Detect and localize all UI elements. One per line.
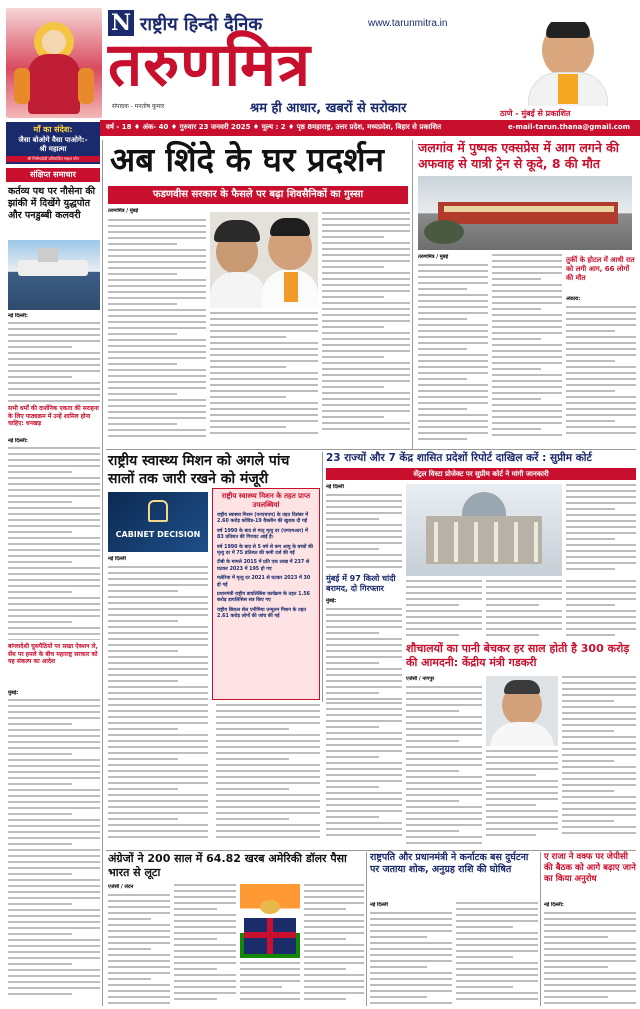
court-box-dateline: मुंबई:: [326, 598, 337, 604]
train-headline: जलगांव में पुष्पक एक्सप्रेस में आग लगने की अफवाह से यात्री ट्रेन से कूदे, 8 की मौत: [418, 140, 619, 171]
health-point: टीबी के मामले 2015 में प्रति एक लाख में 237 से घटकर 2023 में 195 हो गए: [217, 560, 310, 572]
thought-text: जैसा बोओगे वैसा पाओगे:-: [18, 136, 88, 144]
thought-label: माँ का संदेश:: [33, 125, 73, 134]
train-photo: [418, 176, 632, 250]
health-point: राष्ट्रीय सिकल सेल एनीमिया उन्मूलन मिशन के तहत 2.61 करोड़ लोगों की जांच की गई: [217, 607, 307, 620]
brief-title: कर्तव्य पथ पर नौसेना की झांकी में दिखेंगे युद्धपोत और पनडुब्बी कलवरी: [8, 186, 96, 221]
thought-author: श्री महात्मा: [39, 145, 67, 153]
bottom-rule-1: [366, 852, 367, 1006]
publication-regions: महाराष्ट्र, उत्तर प्रदेश, मध्यप्रदेश, बिहार से प्रकाशित: [312, 123, 442, 131]
health-box-points: [213, 513, 319, 621]
info-bar: [100, 120, 640, 136]
leader-photo: [528, 22, 608, 106]
brief-bottom-dateline: मुंबई:: [8, 690, 19, 696]
train-dateline: तरुणमित्र / मुंबई: [418, 254, 449, 260]
health-point: वर्ष 1990 के बाद से मातृ मृत्यु दर (एमएमआर) में 83 प्रतिशत की गिरावट आई है।: [217, 528, 308, 541]
health-photo: [108, 492, 208, 552]
brief-heading: संक्षिप्त समाचार: [6, 168, 100, 182]
edition-note: ठाणे - मुंबई से प्रकाशित: [500, 109, 571, 118]
issue-meta: वर्ष - 18 ♦ अंक- 40 ♦ गुरुवार 23 जनवरी 2025 ♦ मूल्य : 2 ♦ पृष्ठ 8: [106, 123, 313, 131]
goddess-image: [6, 8, 102, 118]
court-box-title: मुंबई में 97 किलो चांदी बरामद, दो गिरफ्तार: [326, 574, 396, 593]
lead-subheadline: फडणवीस सरकार के फैसले पर बढ़ा शिवसैनिकों का गुस्सा: [108, 186, 408, 204]
health-dateline: नई दिल्ली: [108, 556, 126, 562]
tagline-top: राष्ट्रीय हिन्दी दैनिक: [140, 14, 263, 35]
gadkari-dateline: एजेंसी / नागपुर: [406, 676, 435, 682]
health-point: वर्ष 1990 के बाद से 5 वर्ष से कम आयु के बच्चों की मृत्यु दर में 75 प्रतिशत की कमी दर्ज की गई: [217, 544, 313, 557]
bottom-rule-2: [540, 852, 541, 1006]
bottom-mid-headline: राष्ट्रपति और प्रधानमंत्री ने कर्नाटक बस दुर्घटना पर जताया शोक, अनुग्रह राशि की घोषित: [370, 852, 529, 875]
brief-bottom-title: बांग्लादेशी घुसपैठियों पर सख्त ऐक्शन ले, सेंध पर हमले के बीच महाराष्ट्र सरकार को यह संकल्प का आदेश: [8, 643, 98, 665]
health-rule: [322, 452, 323, 702]
court-headline: 23 राज्यों और 7 केंद्र शासित प्रदेशों रिपोर्ट दाखिल करें : सुप्रीम कोर्ट: [326, 452, 592, 464]
health-photo-caption: CABINET DECISION: [115, 530, 201, 539]
bottom-right-headline: ए राजा ने वक्फ पर जेपीसी की बैठक को आगे बढ़ाए जाने का किया अनुरोध: [544, 852, 636, 884]
brief-dateline: नई दिल्ली:: [8, 313, 28, 319]
court-strap: सेंट्रल विस्टा प्रोजेक्ट पर सुप्रीम कोर्ट ने मांगी जानकारी: [326, 468, 636, 480]
website[interactable]: www.tarunmitra.in: [368, 18, 448, 29]
editor-label: संपादक - मनतोष कुमार: [112, 103, 165, 110]
loot-photo: [240, 884, 300, 958]
ashoka-emblem-icon: [148, 500, 168, 522]
section-divider-1: [106, 449, 636, 450]
lead-dateline: तरुणमित्र / मुंबई: [108, 208, 139, 214]
supreme-court-photo: [406, 484, 562, 576]
section-divider-2: [106, 850, 636, 851]
lead-rule: [412, 140, 413, 450]
gadkari-photo: [486, 676, 558, 746]
health-point: राष्ट्रीय स्वास्थ्य मिशन (एनएचएम) के तहत दिसंबर में 2.60 करोड़ कोविड-19 वैक्सीन की खुराक दी गईं: [217, 513, 309, 525]
masthead: [0, 0, 640, 120]
train-side-dateline: अंकारा:: [566, 296, 581, 302]
health-box: [212, 488, 320, 700]
health-point: मलेरिया में मृत्यु दर 2021 से घटकर 2023 में 30 हो गई: [217, 576, 311, 588]
bottom-left-headline: अंग्रेजों ने 200 साल में 64.82 खरब अमेरिकी डॉलर पैसा भारत से लूटा: [108, 852, 347, 879]
train-side-title: तुर्की के होटल में आधी रात को लगी आग, 66 लोगों की मौत: [566, 256, 635, 282]
health-box-title: राष्ट्रीय स्वास्थ्य मिशन के तहत प्राप्त उपलब्धियां: [221, 492, 311, 509]
gadkari-headline: शौचालयों का पानी बेचकर हर साल होती है 300 करोड़ की आमदनी: केंद्रीय मंत्री गडकरी: [406, 642, 630, 669]
brief-sub-dateline: नई दिल्ली:: [8, 438, 28, 444]
lead-photo: [210, 212, 318, 308]
paper-name: तरुणमित्र: [108, 30, 311, 100]
health-headline: राष्ट्रीय स्वास्थ्य मिशन को अगले पांच सालों तक जारी रखने को मंजूरी: [108, 453, 290, 487]
left-column-rule: [102, 140, 103, 1006]
bottom-mid-dateline: नई दिल्ली: [370, 902, 388, 908]
thought-footer: श्री निर्मलादेवी प्रतिपादित सहज योग: [6, 156, 100, 162]
court-dateline: नई दिल्ली: [326, 484, 344, 490]
contact-email[interactable]: e-mail-tarun.thana@gmail.com: [508, 123, 631, 131]
brief-subtitle: सभी धर्मों की दार्शनिक एकता की सराहना के लिए पाठ्यक्रम में उन्हें शामिल होना चाहिए: धनखड़: [8, 405, 99, 427]
thought-box: [6, 122, 100, 164]
paper-logo: N: [108, 10, 134, 36]
navy-float-photo: [8, 240, 100, 310]
bottom-left-dateline: एजेंसी / लंदन: [108, 884, 134, 890]
motto: श्रम ही आधार, खबरों से सरोकार: [250, 101, 407, 116]
health-point: प्रधानमंत्री राष्ट्रीय डायलिसिस कार्यक्रम के तहत 1.56 करोड़ डायलिसिस सत्र किए गए: [217, 592, 311, 604]
lead-headline: अब शिंदे के घर प्रदर्शन: [110, 140, 384, 179]
bottom-right-dateline: नई दिल्ली:: [544, 902, 564, 908]
